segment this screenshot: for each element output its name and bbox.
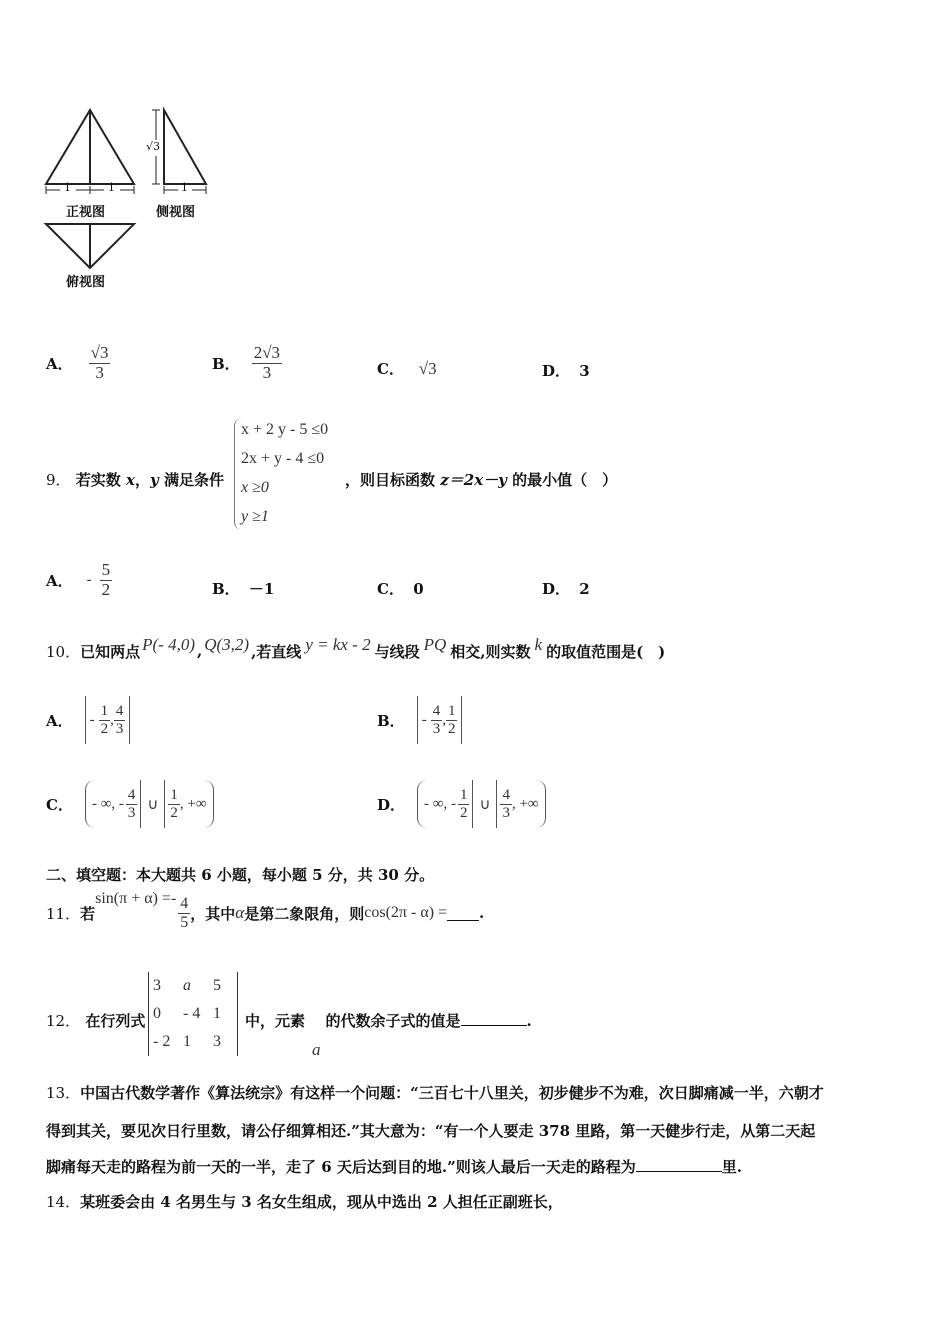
fraction — [500, 787, 512, 821]
fraction — [178, 895, 190, 931]
text: 若实数 — [75, 471, 121, 489]
det-cell: 0 — [153, 1005, 161, 1022]
option-label: D． — [542, 362, 571, 380]
interval-text: - ∞, - — [424, 795, 456, 812]
fraction — [126, 787, 138, 821]
q8-option-d[interactable] — [542, 360, 590, 381]
fraction — [99, 703, 111, 737]
dim-side-bottom: 1 — [181, 181, 188, 194]
q12-determinant — [148, 972, 238, 1056]
dim-front-right: 1 — [108, 181, 115, 194]
three-view-drawing — [40, 100, 230, 300]
text: 的取值范围是( ) — [546, 642, 666, 661]
numerator: 4 — [180, 894, 189, 912]
det-cell: 3 — [153, 977, 161, 994]
q10-option-d[interactable] — [377, 779, 546, 829]
comma: , — [442, 711, 446, 728]
question-number: 13． — [46, 1084, 81, 1102]
numerator: 4 — [115, 703, 124, 719]
fraction — [168, 787, 180, 821]
denominator: 3 — [95, 362, 104, 382]
text: 中国古代数学著作《算法统宗》有这样一个问题：“三百七十八里关，初步健步不为难，次日脚痛减一半，六朝才 — [80, 1084, 824, 1102]
objective-function: z＝2x－y — [440, 471, 507, 489]
option-label: A． — [46, 354, 73, 373]
denominator: 3 — [432, 720, 441, 737]
question-number: 11． — [46, 904, 81, 923]
option-label: C． — [377, 580, 404, 598]
answer-blank[interactable] — [636, 1157, 722, 1172]
denominator: 5 — [180, 913, 189, 931]
text: 已知两点 — [80, 642, 141, 661]
front-view-triangle — [46, 110, 134, 184]
interval — [85, 696, 131, 744]
dim-front-left: 1 — [64, 181, 71, 194]
numerator: 1 — [447, 703, 456, 719]
q9-option-d[interactable] — [542, 578, 590, 599]
q10-stem — [46, 635, 666, 664]
segment-pq: PQ — [423, 635, 447, 654]
sine-expression: sin(π + α) =- — [95, 890, 177, 907]
var-x: x — [126, 471, 135, 489]
question-number: 9． — [46, 471, 71, 489]
det-cell: 3 — [213, 1033, 221, 1050]
text: 是第二象限角，则 — [244, 904, 365, 923]
denominator: 2 — [101, 579, 111, 599]
text: 相交,则实数 — [450, 642, 531, 661]
q9-option-a[interactable] — [46, 555, 112, 605]
text: ，则目标函数 — [345, 471, 441, 489]
det-cell: - 4 — [183, 1005, 201, 1022]
q13-line-1 — [46, 1082, 824, 1103]
interval-left — [85, 780, 141, 828]
denominator: 2 — [170, 804, 178, 821]
q9-constraint-system — [234, 418, 349, 530]
q12-stem — [46, 1010, 145, 1031]
q9-stem-tail — [345, 469, 617, 490]
text: 的最小值（ ） — [506, 471, 618, 489]
var-k: k — [534, 635, 543, 654]
option-value: 0 — [413, 580, 424, 598]
q8-option-a[interactable] — [46, 338, 110, 388]
interval-text: , +∞ — [511, 795, 539, 812]
numerator: 4 — [502, 787, 510, 803]
answer-blank[interactable] — [461, 1011, 527, 1026]
line-equation: y = kx - 2 — [305, 635, 371, 654]
text: ， — [134, 471, 150, 489]
numerator: 1 — [100, 703, 109, 719]
numerator: 4 — [432, 703, 441, 719]
interval-left — [417, 780, 473, 828]
q9-option-c[interactable] — [377, 578, 424, 599]
option-label: B． — [212, 354, 240, 373]
q8-option-b[interactable] — [212, 338, 282, 388]
interval — [417, 696, 463, 744]
fraction — [252, 344, 282, 382]
option-value: √3 — [418, 359, 437, 378]
det-cell: - 2 — [153, 1033, 171, 1050]
denominator: 2 — [447, 720, 456, 737]
minus-sign: - — [86, 571, 92, 588]
option-value: 2 — [579, 580, 590, 598]
q8-option-c[interactable] — [377, 358, 437, 379]
option-label: D． — [542, 580, 571, 598]
q10-option-c[interactable] — [46, 779, 214, 829]
union-symbol: ∪ — [147, 796, 159, 813]
text: ,若直线 — [251, 642, 302, 661]
q11 — [46, 888, 484, 938]
numerator: √3 — [90, 342, 109, 362]
denominator: 3 — [127, 804, 136, 821]
question-number: 10． — [46, 642, 81, 661]
point-p: P(- 4,0) — [142, 635, 195, 654]
numerator: 1 — [459, 787, 468, 803]
text: ，其中 — [190, 904, 236, 923]
option-label: D． — [377, 795, 406, 814]
text: 在行列式 — [85, 1012, 146, 1030]
three-view-figure — [40, 100, 230, 300]
det-cell: 5 — [213, 977, 221, 994]
q10-option-a[interactable] — [46, 695, 130, 745]
q12-element-a: a — [312, 1040, 321, 1059]
interval-text: , +∞ — [179, 795, 207, 812]
dim-side-height: √3 — [146, 140, 161, 153]
comma: , — [110, 711, 114, 728]
option-label: C． — [46, 795, 73, 814]
minus-sign: - — [421, 711, 427, 728]
constraint-2: 2x + y - 4 ≤0 — [241, 450, 325, 467]
denominator: 3 — [115, 720, 124, 737]
denominator: 2 — [459, 804, 468, 821]
numerator: 2√3 — [253, 342, 281, 362]
constraint-3: x ≥0 — [241, 479, 269, 496]
fraction — [100, 561, 113, 599]
point-q: Q(3,2) — [204, 635, 250, 654]
option-label: C． — [377, 360, 404, 378]
det-cell: 1 — [213, 1005, 221, 1022]
fraction — [114, 703, 126, 737]
text: 中，元素 — [245, 1012, 306, 1030]
fraction — [446, 703, 458, 737]
text: 里. — [721, 1158, 742, 1176]
alpha: α — [235, 903, 245, 922]
interval-right — [164, 780, 213, 828]
text: 某班委会由 4 名男生与 3 名女生组成，现从中选出 2 人担任正副班长， — [80, 1193, 563, 1211]
denominator: 3 — [262, 362, 272, 382]
q9-option-b[interactable] — [212, 578, 274, 599]
top-view-label: 俯视图 — [66, 275, 106, 290]
union-symbol: ∪ — [479, 796, 491, 813]
denominator: 2 — [100, 720, 109, 737]
minus-sign: - — [89, 711, 95, 728]
question-number: 14． — [46, 1193, 81, 1211]
option-label: B． — [212, 580, 240, 598]
text: . — [479, 904, 485, 922]
front-view-label: 正视图 — [66, 205, 106, 220]
det-cell: a — [183, 977, 191, 994]
det-cell: 1 — [183, 1033, 191, 1050]
q13-line-3 — [46, 1156, 742, 1177]
q10-option-b[interactable] — [377, 695, 462, 745]
q14 — [46, 1191, 563, 1212]
constraint-1: x + 2 y - 5 ≤0 — [241, 421, 329, 438]
cosine-expression: cos(2π - α) = — [364, 904, 448, 921]
text: , — [196, 642, 203, 660]
text: . — [526, 1012, 532, 1030]
option-value: －1 — [248, 580, 275, 598]
fraction — [458, 787, 470, 821]
option-label: B． — [377, 711, 405, 730]
interval-text: - ∞, - — [91, 795, 124, 812]
denominator: 3 — [502, 804, 510, 821]
side-view-triangle — [164, 110, 206, 184]
constraint-4: y ≥1 — [241, 508, 269, 525]
q13-line-2: 得到其关，要见次日行里数，请公仔细算相还.”其大意为：“有一个人要走 378 里路，第一天健步行走，从第二天起 — [46, 1122, 816, 1140]
section-heading: 二、填空题：本大题共 6 小题，每小题 5 分，共 30 分。 — [46, 866, 435, 884]
answer-blank[interactable] — [447, 906, 479, 921]
fraction — [89, 344, 111, 382]
q9-stem — [46, 469, 224, 490]
interval-right — [496, 780, 545, 828]
text: 满足条件 — [158, 471, 224, 489]
top-view-triangle — [46, 224, 134, 268]
numerator: 4 — [127, 787, 136, 803]
fraction — [431, 703, 443, 737]
text: 脚痛每天走的路程为前一天的一半，走了 6 天后达到目的地.”则该人最后一天走的路程为 — [46, 1158, 636, 1176]
text: 与线段 — [374, 642, 420, 661]
text: 的代数余子式的值是 — [325, 1012, 461, 1030]
var-y: y — [150, 471, 159, 489]
option-label: A． — [46, 571, 73, 590]
q12-stem-tail — [245, 1010, 532, 1031]
numerator: 1 — [170, 787, 178, 803]
question-number: 12． — [46, 1012, 81, 1030]
numerator: 5 — [101, 559, 111, 579]
text: 若 — [80, 904, 96, 923]
option-label: A． — [46, 711, 73, 730]
side-view-label: 侧视图 — [156, 205, 196, 220]
option-value: 3 — [579, 362, 590, 380]
